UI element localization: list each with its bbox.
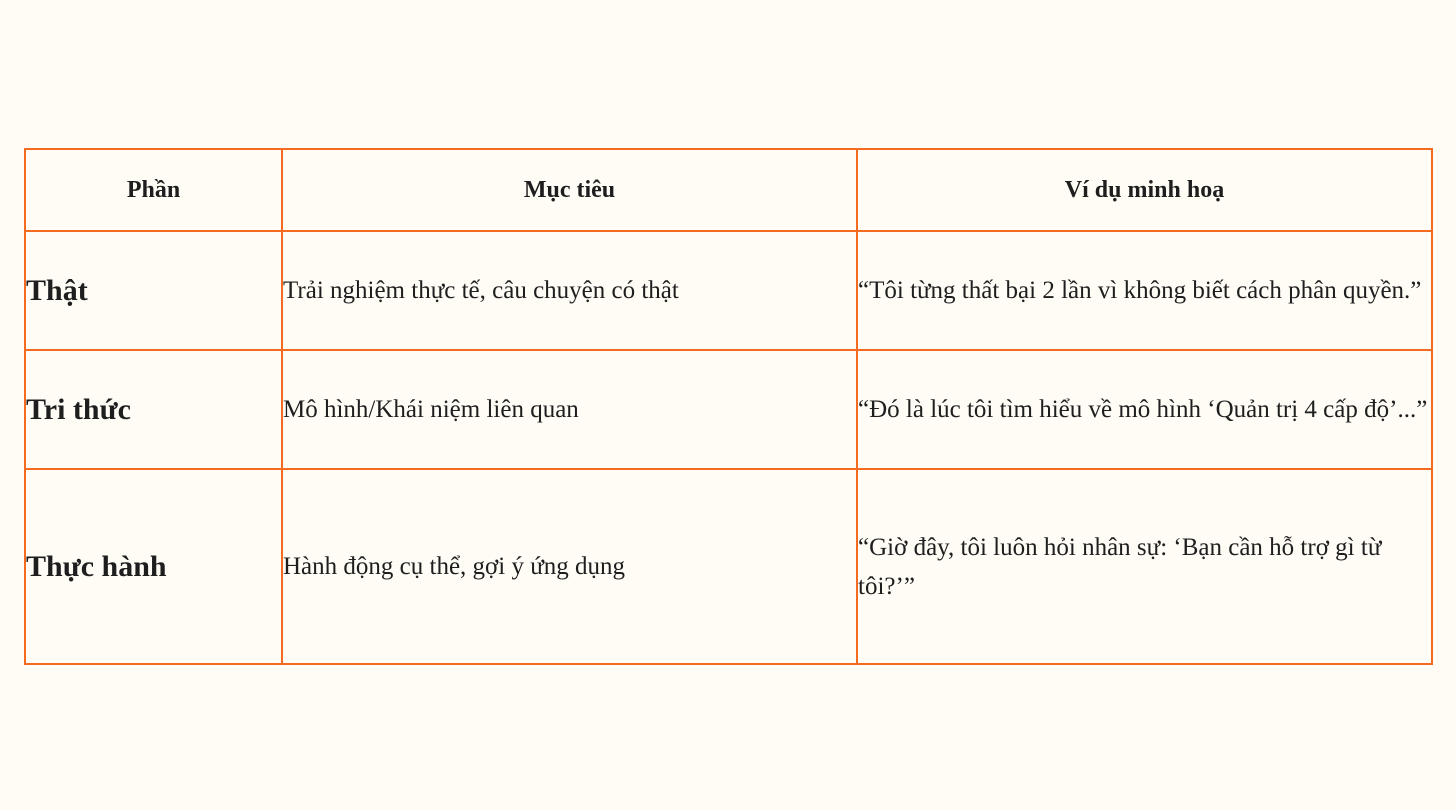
content-table [24, 148, 1433, 665]
row-goal-cell: Mô hình/Khái niệm liên quan [282, 350, 857, 469]
header-goal: Mục tiêu [282, 149, 857, 231]
row-example-cell: “Tôi từng thất bại 2 lần vì không biết cách phân quyền.” [857, 231, 1432, 350]
row-part-cell: Thực hành [25, 469, 282, 664]
table-row [25, 231, 1432, 350]
row-part-cell: Tri thức [25, 350, 282, 469]
table-header-row [25, 149, 1432, 231]
row-example-cell: “Đó là lúc tôi tìm hiểu về mô hình ‘Quản trị 4 cấp độ’...” [857, 350, 1432, 469]
table-row [25, 469, 1432, 664]
header-example: Ví dụ minh hoạ [857, 149, 1432, 231]
row-goal-cell: Trải nghiệm thực tế, câu chuyện có thật [282, 231, 857, 350]
table-row [25, 350, 1432, 469]
row-part-cell: Thật [25, 231, 282, 350]
header-part: Phần [25, 149, 282, 231]
row-example-cell: “Giờ đây, tôi luôn hỏi nhân sự: ‘Bạn cần hỗ trợ gì từ tôi?’” [857, 469, 1432, 664]
row-goal-cell: Hành động cụ thể, gợi ý ứng dụng [282, 469, 857, 664]
